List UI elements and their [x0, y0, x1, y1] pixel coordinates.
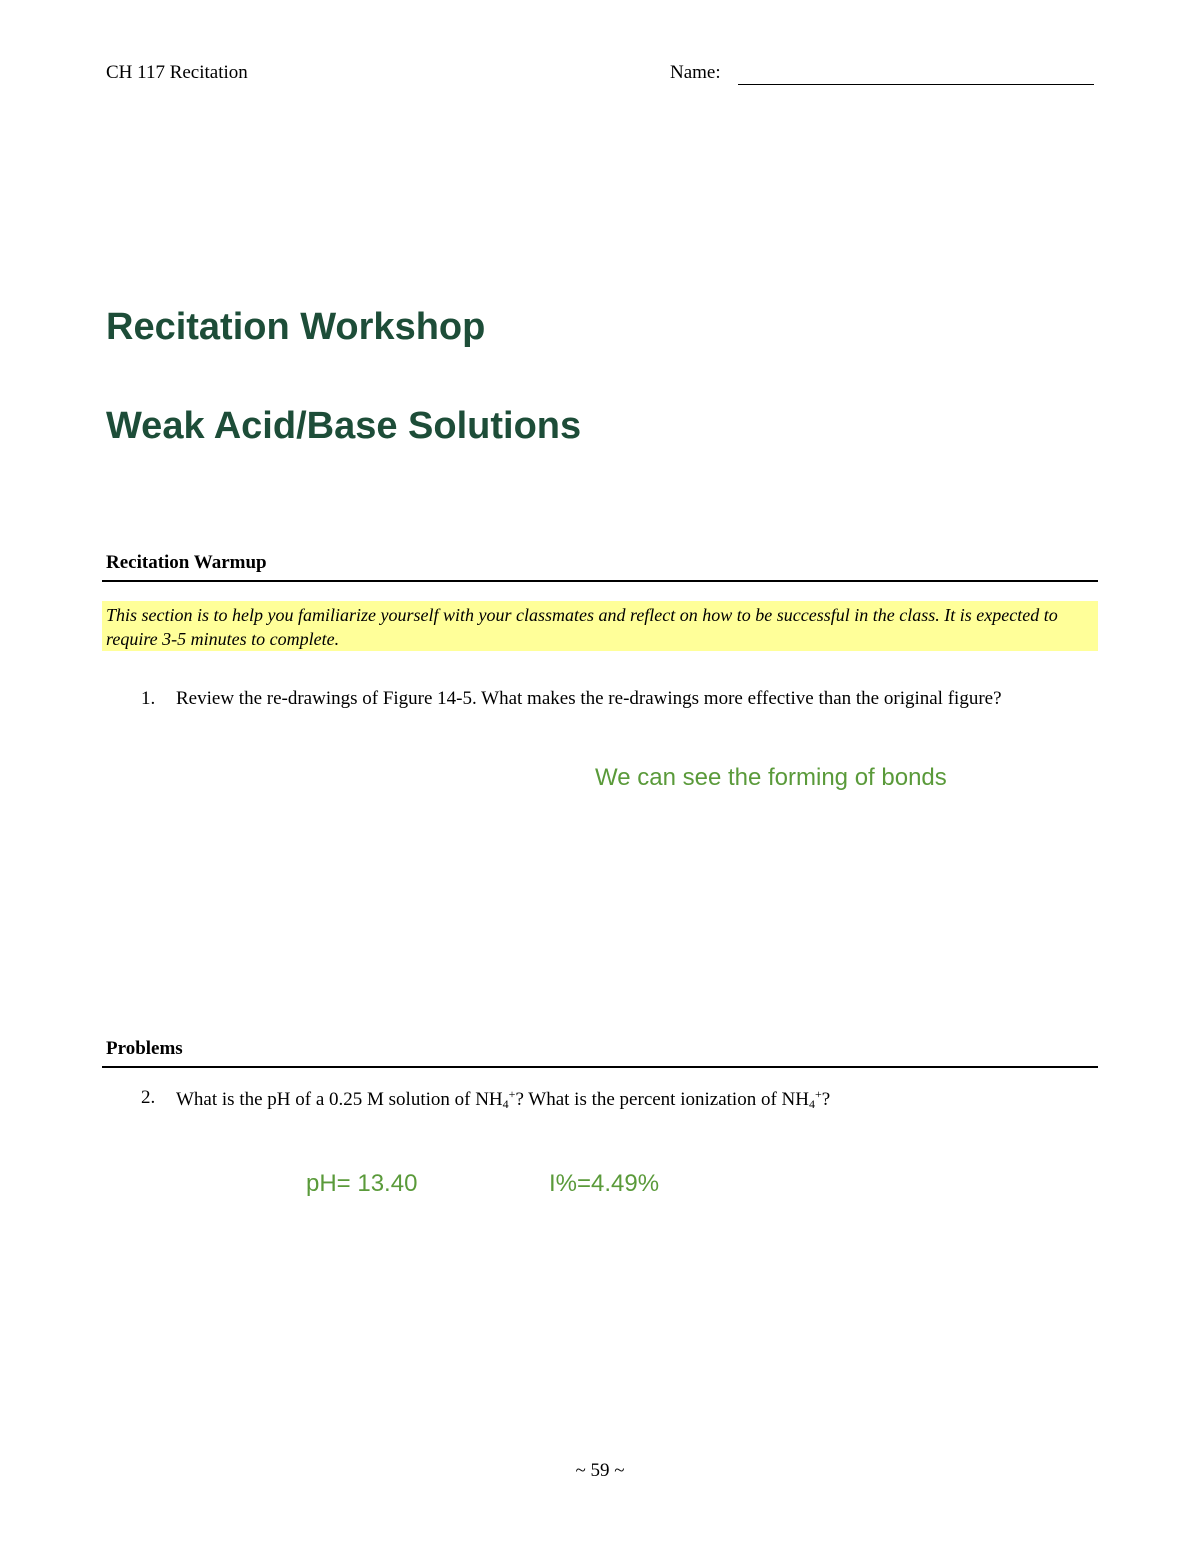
question-2-subscript-2: 4: [808, 1097, 815, 1111]
warmup-divider: [102, 580, 1098, 582]
workshop-title: Recitation Workshop: [106, 306, 486, 348]
answer-percent-ionization: I%=4.49%: [549, 1170, 660, 1197]
question-2-part-3: ?: [821, 1089, 831, 1110]
problems-divider: [102, 1066, 1098, 1068]
warmup-intro: This section is to help you familiarize yourself with your classmates and reflect on how to be successful in the class. It is expected to require 3-5 minutes to complete.: [106, 605, 1058, 649]
question-2-superscript-2: +: [814, 1087, 822, 1101]
name-blank-line: [738, 84, 1094, 85]
course-title: CH 117 Recitation: [106, 62, 248, 83]
question-2-number: 2.: [141, 1087, 156, 1108]
problems-heading: Problems: [106, 1038, 183, 1059]
question-2-superscript-1: +: [508, 1087, 516, 1101]
question-2-text: [176, 1087, 830, 1112]
question-1-number: 1.: [141, 688, 156, 709]
question-2-part-2: ? What is the percent ionization of NH: [515, 1089, 809, 1110]
name-label: Name:: [670, 62, 721, 83]
topic-title: Weak Acid/Base Solutions: [106, 405, 582, 447]
page-number: ~ 59 ~: [575, 1460, 625, 1481]
answer-ph: pH= 13.40: [306, 1170, 418, 1197]
question-2-part-1: What is the pH of a 0.25 M solution of NH: [176, 1089, 503, 1110]
question-2-subscript-1: 4: [502, 1097, 509, 1111]
question-1-text: Review the re-drawings of Figure 14-5. What makes the re-drawings more effective than the original figure?: [176, 688, 1002, 709]
warmup-heading: Recitation Warmup: [106, 552, 267, 573]
answer-1: We can see the forming of bonds: [595, 764, 947, 791]
